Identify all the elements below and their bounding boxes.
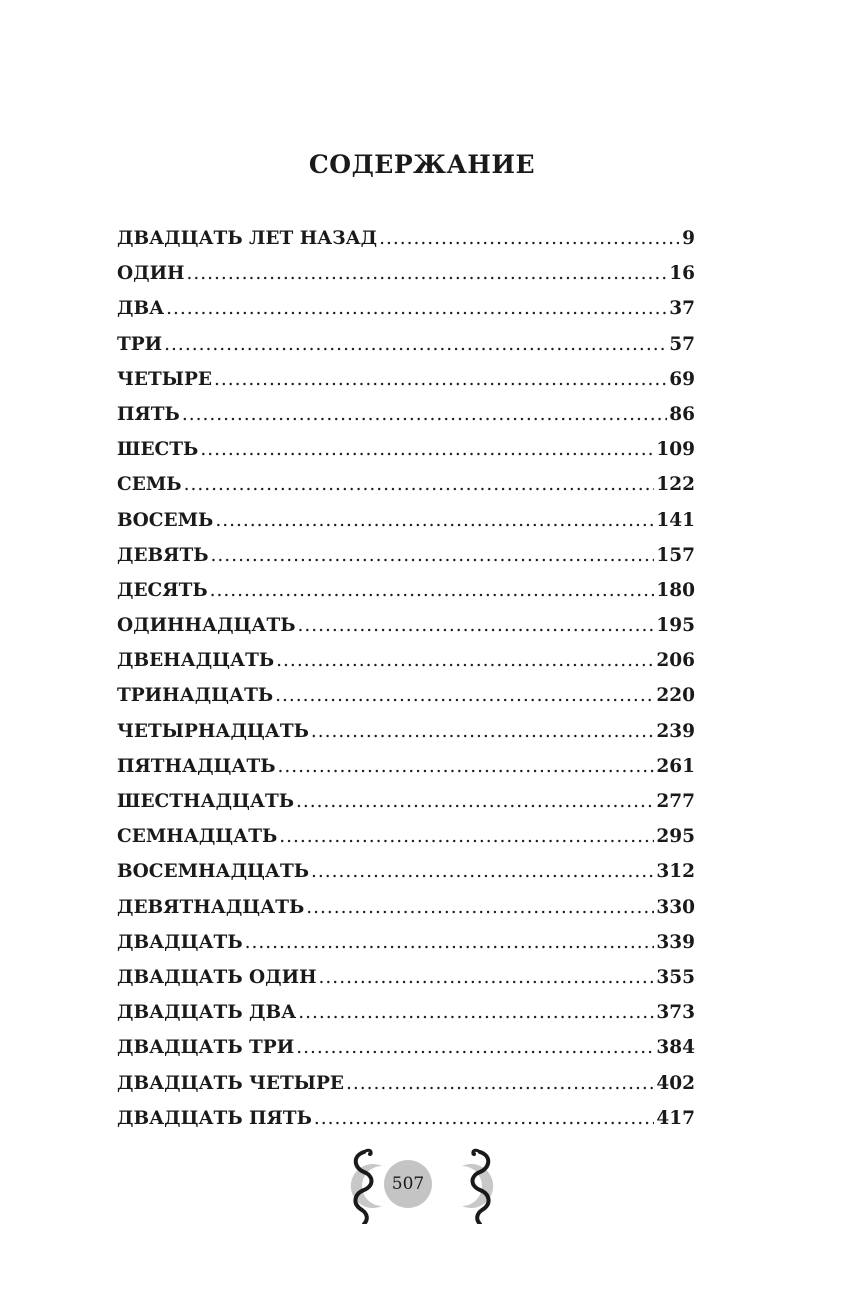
toc-entry-title: ДЕВЯТНАДЦАТЬ — [117, 896, 305, 918]
toc-entry-page: 69 — [669, 368, 695, 390]
toc-entry-title: СЕМНАДЦАТЬ — [117, 826, 278, 848]
toc-entry-title: ОДИННАДЦАТЬ — [117, 615, 296, 637]
toc-leader-dots — [311, 861, 654, 882]
toc-entry — [117, 369, 695, 404]
toc-entry-page: 355 — [656, 966, 695, 988]
toc-entry — [117, 897, 695, 932]
toc-leader-dots — [166, 298, 667, 319]
toc-entry-title: ДЕВЯТЬ — [117, 544, 209, 566]
toc-entry-title: ПЯТНАДЦАТЬ — [117, 755, 276, 777]
toc-entry — [117, 580, 695, 615]
snake-moon-icon — [436, 1144, 510, 1224]
toc-entry-page: 277 — [656, 791, 695, 812]
toc-entry — [117, 474, 695, 509]
toc-entry-title: ДВАДЦАТЬ ПЯТЬ — [117, 1107, 312, 1129]
toc-entry-page: 9 — [682, 228, 695, 249]
toc-entry — [117, 615, 695, 650]
page-number-badge — [384, 1160, 432, 1208]
toc-entry-title: ДВА — [117, 298, 165, 320]
toc-leader-dots — [311, 721, 655, 742]
toc-leader-dots — [296, 791, 654, 812]
toc-entry — [117, 932, 695, 967]
toc-entry-title: ДВАДЦАТЬ ДВА — [117, 1002, 297, 1024]
toc-entry-page: 157 — [656, 544, 695, 566]
toc-entry-title: ТРИНАДЦАТЬ — [117, 685, 274, 707]
toc-entry-page: 141 — [656, 509, 695, 531]
toc-leader-dots — [306, 897, 654, 918]
toc-entry-title: ДВАДЦАТЬ ЧЕТЫРЕ — [117, 1072, 345, 1094]
toc-entry — [117, 1108, 695, 1143]
toc-entry-title: ДВАДЦАТЬ ЛЕТ НАЗАД — [117, 228, 378, 249]
toc-entry — [117, 510, 695, 545]
toc-leader-dots — [214, 369, 667, 390]
toc-entry-page: 180 — [656, 579, 695, 601]
toc-entry-title: ДВАДЦАТЬ ТРИ — [117, 1037, 295, 1059]
toc-entry-title: ПЯТЬ — [117, 403, 180, 425]
toc-entry-title: ДВАДЦАТЬ ОДИН — [117, 966, 317, 988]
toc-entry — [117, 334, 695, 369]
toc-entry — [117, 1002, 695, 1037]
toc-leader-dots — [211, 545, 655, 566]
toc-entry-page: 295 — [656, 826, 695, 848]
toc-entry-page: 122 — [656, 474, 695, 496]
toc-leader-dots — [379, 228, 680, 249]
toc-leader-dots — [298, 1002, 654, 1023]
toc-leader-dots — [187, 263, 668, 284]
toc-entry-title: ШЕСТЬ — [117, 439, 199, 461]
toc-leader-dots — [278, 756, 655, 777]
toc-leader-dots — [182, 404, 667, 425]
toc-entry-title: ДВАДЦАТЬ — [117, 931, 243, 953]
toc-leader-dots — [210, 580, 655, 601]
toc-leader-dots — [245, 932, 655, 953]
toc-entry-page: 384 — [656, 1037, 695, 1059]
toc-leader-dots — [298, 615, 655, 636]
toc-entry-page: 373 — [656, 1002, 695, 1024]
toc-entry-title: ДЕСЯТЬ — [117, 579, 208, 601]
toc-entry — [117, 826, 695, 861]
toc-entry — [117, 967, 695, 1002]
toc-entry — [117, 861, 695, 896]
toc-leader-dots — [275, 685, 654, 706]
toc-leader-dots — [279, 826, 654, 847]
toc-entry — [117, 1037, 695, 1072]
toc-entry-title: ДВЕНАДЦАТЬ — [117, 650, 275, 672]
toc-entry-title: ВОСЕМНАДЦАТЬ — [117, 861, 310, 883]
folio — [322, 1144, 522, 1224]
toc-entry — [117, 756, 695, 791]
toc-entry-page: 239 — [656, 720, 695, 742]
toc-entry-page: 16 — [669, 263, 695, 285]
toc-entry-title: ОДИН — [117, 263, 185, 285]
toc-entry — [117, 404, 695, 439]
toc-entry-page: 206 — [656, 650, 695, 672]
toc-leader-dots — [200, 439, 654, 460]
toc-entry-title: ЧЕТЫРЕ — [117, 368, 213, 390]
toc-entry-title: ШЕСТНАДЦАТЬ — [117, 791, 295, 812]
toc-entry — [117, 685, 695, 720]
page-title: СОДЕРЖАНИЕ — [308, 150, 536, 179]
toc-leader-dots — [276, 650, 654, 671]
toc-leader-dots — [346, 1073, 654, 1094]
toc-entry — [117, 439, 695, 474]
toc-entry — [117, 228, 695, 263]
page-number: 507 — [391, 1174, 425, 1194]
toc-leader-dots — [314, 1108, 655, 1129]
toc-entry-page: 57 — [669, 333, 695, 355]
toc-entry-title: СЕМЬ — [117, 474, 182, 496]
toc-entry-page: 339 — [656, 931, 695, 953]
toc-leader-dots — [184, 474, 655, 495]
toc-entry-page: 261 — [656, 755, 695, 777]
toc-leader-dots — [215, 510, 654, 531]
toc-entry — [117, 721, 695, 756]
toc-entry — [117, 298, 695, 333]
toc-entry-page: 330 — [656, 896, 695, 918]
table-of-contents — [117, 228, 695, 1143]
toc-entry-page: 195 — [656, 615, 695, 637]
toc-entry-page: 402 — [656, 1072, 695, 1094]
toc-entry-page: 312 — [656, 861, 695, 883]
toc-entry-page: 220 — [656, 685, 695, 707]
toc-entry-page: 86 — [669, 403, 695, 425]
toc-entry — [117, 1073, 695, 1108]
toc-entry-title: ЧЕТЫРНАДЦАТЬ — [117, 720, 309, 742]
toc-entry — [117, 791, 695, 826]
toc-entry-page: 37 — [669, 298, 695, 320]
toc-leader-dots — [164, 334, 667, 355]
toc-entry-title: ВОСЕМЬ — [117, 509, 214, 531]
toc-entry-page: 417 — [656, 1107, 695, 1129]
toc-entry — [117, 650, 695, 685]
toc-leader-dots — [319, 967, 655, 988]
toc-entry — [117, 545, 695, 580]
toc-leader-dots — [296, 1037, 654, 1058]
toc-entry — [117, 263, 695, 298]
toc-entry-page: 109 — [656, 439, 695, 461]
toc-entry-title: ТРИ — [117, 333, 163, 355]
